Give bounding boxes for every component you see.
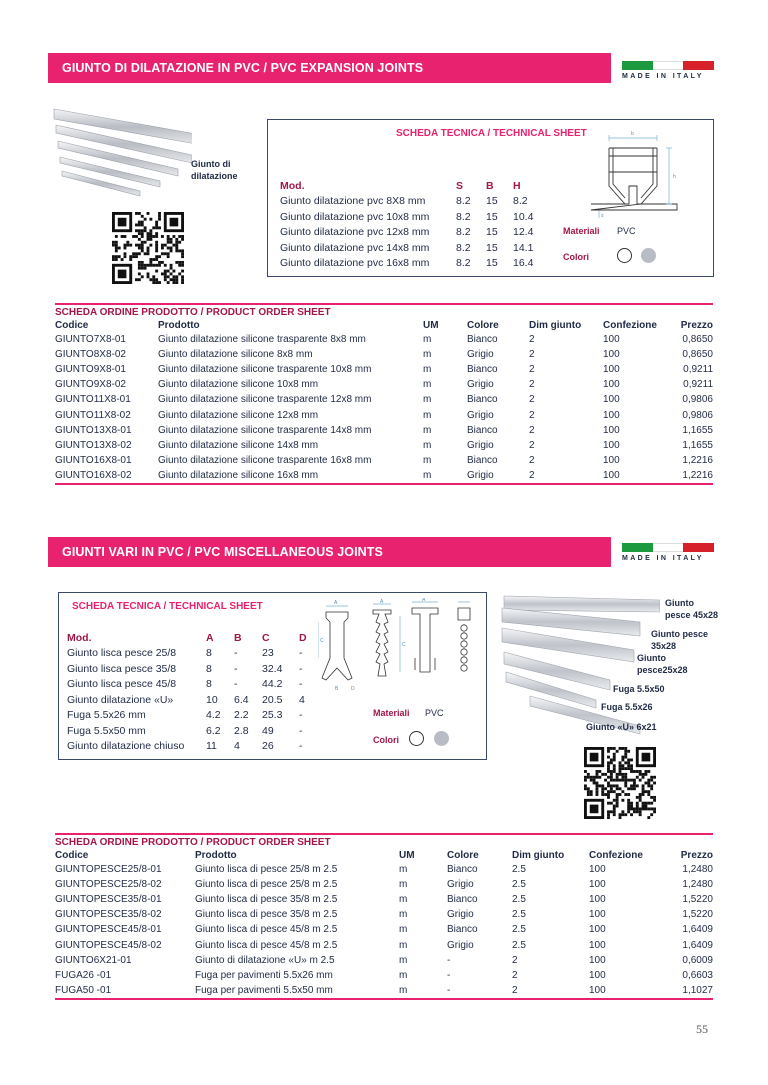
- order-cell: m: [399, 969, 408, 981]
- order-cell: m: [423, 409, 432, 421]
- order-cell: Giunto dilatazione silicone 8x8 mm: [158, 349, 313, 361]
- order-cell: 100: [589, 924, 606, 936]
- section1-materials-label: Materiali: [563, 226, 600, 236]
- order-header-color: Colore: [447, 849, 479, 861]
- spec-cell: -: [234, 662, 238, 675]
- order-cell: m: [423, 334, 432, 346]
- order-cell: m: [423, 379, 432, 391]
- order-cell: m: [399, 939, 408, 951]
- order-cell: GIUNTO8X8-02: [55, 349, 126, 361]
- spec-header-mod: Mod.: [280, 179, 305, 192]
- order-cell: 0,9211: [683, 364, 713, 376]
- order-cell: 100: [603, 469, 620, 481]
- diagram-label-s: s: [601, 213, 604, 218]
- order-cell: Bianco: [467, 364, 498, 376]
- spec-cell: 4.2: [206, 709, 221, 722]
- spec-cell: 10: [206, 693, 218, 706]
- order-header-um: UM: [423, 319, 439, 331]
- spec-header-b: B: [486, 179, 494, 192]
- spec-cell: 14.1: [513, 241, 534, 254]
- order-cell: m: [399, 924, 408, 936]
- spec-cell: 8: [206, 647, 212, 660]
- spec-cell: Giunto lisca pesce 45/8: [67, 678, 177, 691]
- color-swatch-grey[interactable]: [641, 248, 656, 263]
- order-cell: m: [423, 394, 432, 406]
- spec-cell: 15: [486, 241, 498, 254]
- spec-cell: Giunto dilatazione pvc 10x8 mm: [280, 210, 430, 223]
- order-cell: 100: [603, 394, 620, 406]
- order-cell: 2.5: [512, 894, 526, 906]
- spec-row: [67, 723, 319, 739]
- order-row: [55, 922, 713, 937]
- photo-caption-fuga50: Fuga 5.5x50: [613, 684, 665, 694]
- order-cell: 0,9806: [682, 394, 713, 406]
- spec-cell: Giunto lisca pesce 25/8: [67, 647, 177, 660]
- section2-tech-title: SCHEDA TECNICA / TECHNICAL SHEET: [72, 601, 263, 612]
- spec-cell: 8.2: [513, 195, 528, 208]
- order-cell: 100: [603, 409, 620, 421]
- spec-cell: Fuga 5.5x50 mm: [67, 724, 146, 737]
- spec-row: [67, 739, 319, 755]
- spec-cell: 15: [486, 226, 498, 239]
- diagram-label-b: B: [335, 686, 339, 692]
- order-cell: Giunto lisca di pesce 25/8 m 2.5: [195, 864, 338, 876]
- spec-cell: -: [299, 662, 303, 675]
- made-in-italy-label: MADE IN ITALY: [622, 73, 704, 80]
- spec-cell: 8: [206, 678, 212, 691]
- order-cell: Giunto lisca di pesce 35/8 m 2.5: [195, 894, 338, 906]
- misc-joints-photo: [500, 592, 660, 742]
- order-cell: 2.5: [512, 939, 526, 951]
- section1-tech-title: SCHEDA TECNICA / TECHNICAL SHEET: [396, 128, 587, 139]
- order-cell: 1,6409: [682, 924, 713, 936]
- diagram-label-b: b: [631, 131, 634, 137]
- order-row: [55, 347, 713, 362]
- order-cell: 2: [529, 439, 535, 451]
- order-cell: Giunto dilatazione silicone trasparente 16x8 mm: [158, 454, 372, 466]
- order-row: [55, 877, 713, 892]
- spec-row: [280, 194, 543, 210]
- order-cell: 1,2216: [682, 469, 713, 481]
- order-cell: 100: [603, 424, 620, 436]
- diagram-label-h: h: [673, 174, 676, 180]
- order-cell: FUGA26 -01: [55, 969, 112, 981]
- order-cell: 100: [589, 879, 606, 891]
- order-cell: m: [423, 424, 432, 436]
- order-cell: 1,2216: [682, 454, 713, 466]
- order-row: [55, 362, 713, 377]
- order-cell: 100: [589, 939, 606, 951]
- color-swatch-white[interactable]: [617, 248, 632, 263]
- order-cell: Bianco: [467, 454, 498, 466]
- order-cell: Grigio: [467, 469, 494, 481]
- diagram-label-c: C: [402, 642, 406, 648]
- order-header-color: Colore: [467, 319, 499, 331]
- order-cell: GIUNTOPESCE45/8-01: [55, 924, 162, 936]
- spec-cell: Giunto dilatazione pvc 14x8 mm: [280, 241, 430, 254]
- order-cell: Giunto dilatazione silicone trasparente 10x8 mm: [158, 364, 372, 376]
- order-cell: 100: [603, 454, 620, 466]
- order-cell: m: [399, 984, 408, 996]
- order-header-pack: Confezione: [589, 849, 643, 861]
- order-cell: GIUNTO16X8-02: [55, 469, 132, 481]
- section1-spec-table: [280, 178, 543, 271]
- order-cell: 2: [529, 379, 535, 391]
- order-cell: GIUNTOPESCE25/8-02: [55, 879, 162, 891]
- order-cell: 100: [603, 379, 620, 391]
- section1-order-title: SCHEDA ORDINE PRODOTTO / PRODUCT ORDER SHEET: [55, 303, 713, 318]
- order-cell: Giunto di dilatazione «U» m 2.5: [195, 954, 335, 966]
- order-cell: 0,6603: [682, 969, 713, 981]
- order-cell: 2: [512, 969, 518, 981]
- order-row: [55, 968, 713, 983]
- diagram-label-c: C: [320, 638, 324, 644]
- order-cell: Giunto dilatazione silicone 10x8 mm: [158, 379, 319, 391]
- spec-cell: Fuga 5.5x26 mm: [67, 709, 146, 722]
- spec-row: [280, 240, 543, 256]
- order-cell: -: [447, 969, 451, 981]
- spec-header-d: D: [299, 631, 307, 644]
- order-cell: Bianco: [447, 864, 478, 876]
- spec-cell: Giunto dilatazione «U»: [67, 693, 174, 706]
- order-header-pack: Confezione: [603, 319, 657, 331]
- order-cell: m: [423, 454, 432, 466]
- spec-row: [280, 209, 543, 225]
- order-cell: 2.5: [512, 924, 526, 936]
- diagram-label-a: A: [422, 598, 426, 603]
- spec-header-h: H: [513, 179, 521, 192]
- order-cell: Grigio: [447, 909, 474, 921]
- section2-materials-value: PVC: [425, 708, 444, 718]
- diagram-label-a: A: [380, 599, 384, 605]
- spec-cell: 8.2: [456, 210, 471, 223]
- spec-cell: Giunto dilatazione pvc 8X8 mm: [280, 195, 426, 208]
- order-cell: 2: [529, 349, 535, 361]
- order-row: [55, 332, 713, 347]
- spec-cell: 15: [486, 195, 498, 208]
- order-cell: -: [447, 984, 451, 996]
- order-row: [55, 438, 713, 453]
- order-cell: Grigio: [447, 879, 474, 891]
- order-cell: Fuga per pavimenti 5.5x26 mm: [195, 969, 333, 981]
- spec-cell: 8.2: [456, 257, 471, 270]
- order-cell: Giunto dilatazione silicone trasparente 8x8 mm: [158, 334, 366, 346]
- diagram-label-d: D: [351, 686, 355, 692]
- order-cell: 100: [589, 984, 606, 996]
- photo-caption-pesce25: Giunto pesce25x28: [637, 653, 688, 675]
- order-cell: m: [399, 864, 408, 876]
- order-cell: 100: [603, 364, 620, 376]
- order-cell: FUGA50 -01: [55, 984, 112, 996]
- order-cell: GIUNTO7X8-01: [55, 334, 126, 346]
- order-cell: GIUNTO6X21-01: [55, 954, 132, 966]
- section2-colors-label: Colori: [373, 735, 399, 745]
- spec-cell: -: [299, 724, 303, 737]
- spec-row: [67, 708, 319, 724]
- order-cell: m: [399, 909, 408, 921]
- order-cell: m: [423, 469, 432, 481]
- spec-cell: 26: [262, 740, 274, 753]
- order-header-price: Prezzo: [680, 849, 713, 861]
- order-cell: Giunto dilatazione silicone trasparente 12x8 mm: [158, 394, 372, 406]
- order-cell: m: [399, 879, 408, 891]
- order-row: [55, 423, 713, 438]
- diagram-label-a: A: [334, 600, 338, 606]
- order-cell: 2: [529, 469, 535, 481]
- order-cell: Giunto lisca di pesce 45/8 m 2.5: [195, 939, 338, 951]
- order-row: [55, 453, 713, 468]
- order-cell: 2: [529, 409, 535, 421]
- spec-cell: 16.4: [513, 257, 534, 270]
- order-cell: 1,5220: [682, 909, 713, 921]
- photo-caption-pesce45: Giunto pesce 45x28: [665, 598, 719, 620]
- order-cell: GIUNTOPESCE25/8-01: [55, 864, 162, 876]
- order-cell: 0,8650: [682, 349, 713, 361]
- order-header-product: Prodotto: [158, 319, 200, 331]
- order-cell: 2: [529, 334, 535, 346]
- order-cell: 1,6409: [682, 939, 713, 951]
- spec-cell: 6.4: [234, 693, 249, 706]
- order-cell: Grigio: [467, 439, 494, 451]
- order-cell: GIUNTOPESCE35/8-01: [55, 894, 162, 906]
- order-row: [55, 953, 713, 968]
- order-cell: Giunto dilatazione silicone 12x8 mm: [158, 409, 319, 421]
- spec-cell: Giunto dilatazione pvc 16x8 mm: [280, 257, 430, 270]
- order-cell: 0,6009: [682, 954, 713, 966]
- spec-cell: 8.2: [456, 241, 471, 254]
- order-cell: Grigio: [467, 349, 494, 361]
- expansion-joint-photo: [52, 105, 192, 197]
- spec-row: [67, 646, 319, 662]
- order-row: [55, 892, 713, 907]
- order-cell: 1,2480: [682, 864, 713, 876]
- spec-cell: 25.3: [262, 709, 283, 722]
- order-cell: m: [423, 364, 432, 376]
- order-cell: GIUNTO9X8-01: [55, 364, 126, 376]
- section2-order-title: SCHEDA ORDINE PRODOTTO / PRODUCT ORDER SHEET: [55, 833, 713, 848]
- spec-cell: Giunto lisca pesce 35/8: [67, 662, 177, 675]
- order-cell: 2: [529, 424, 535, 436]
- spec-cell: 44.2: [262, 678, 283, 691]
- order-cell: GIUNTO13X8-01: [55, 424, 132, 436]
- spec-row: [280, 256, 543, 272]
- order-cell: m: [399, 954, 408, 966]
- order-row: [55, 468, 713, 483]
- spec-header-b: B: [234, 631, 242, 644]
- order-cell: Giunto dilatazione silicone 16x8 mm: [158, 469, 319, 481]
- order-cell: 1,1655: [682, 439, 713, 451]
- photo-caption-fuga26: Fuga 5.5x26: [601, 702, 653, 712]
- spec-cell: 12.4: [513, 226, 534, 239]
- order-cell: m: [399, 894, 408, 906]
- order-cell: -: [447, 954, 451, 966]
- color-swatch-grey[interactable]: [434, 731, 449, 746]
- photo-caption-giunto-u: Giunto «U» 6x21: [586, 722, 657, 732]
- spec-cell: 23: [262, 647, 274, 660]
- order-header-um: UM: [399, 849, 415, 861]
- order-cell: GIUNTO11X8-02: [55, 409, 131, 421]
- order-cell: 2: [512, 954, 518, 966]
- order-header-dim: Dim giunto: [529, 319, 582, 331]
- spec-row: [67, 692, 319, 708]
- spec-cell: -: [299, 647, 303, 660]
- qr-code[interactable]: [584, 747, 656, 819]
- order-cell: 100: [603, 439, 620, 451]
- section2-banner: GIUNTI VARI IN PVC / PVC MISCELLANEOUS JOINTS: [48, 537, 611, 567]
- order-cell: Giunto dilatazione silicone trasparente 14x8 mm: [158, 424, 372, 436]
- spec-cell: 20.5: [262, 693, 283, 706]
- spec-cell: 4: [234, 740, 240, 753]
- qr-code[interactable]: [112, 212, 184, 284]
- made-in-italy-flag: [622, 543, 714, 562]
- section1-materials-value: PVC: [617, 226, 636, 236]
- order-cell: 0,9806: [682, 409, 713, 421]
- order-cell: 100: [589, 864, 606, 876]
- order-header-code: Codice: [55, 849, 89, 861]
- spec-cell: 15: [486, 257, 498, 270]
- made-in-italy-flag: [622, 61, 714, 80]
- spec-header-mod: Mod.: [67, 631, 92, 644]
- order-cell: Fuga per pavimenti 5.5x50 mm: [195, 984, 333, 996]
- spec-cell: 8.2: [456, 195, 471, 208]
- spec-cell: 8.2: [456, 226, 471, 239]
- photo-caption-pesce35: Giunto pesce 35x28: [651, 629, 709, 651]
- spec-cell: 8: [206, 662, 212, 675]
- order-row: [55, 937, 713, 952]
- section1-photo-caption: Giunto di dilatazione: [191, 159, 238, 181]
- section1-colors-label: Colori: [563, 252, 589, 262]
- order-cell: m: [423, 439, 432, 451]
- order-row: [55, 862, 713, 877]
- order-cell: GIUNTO16X8-01: [55, 454, 132, 466]
- spec-cell: -: [299, 678, 303, 691]
- order-cell: 1,1655: [682, 424, 713, 436]
- order-row: [55, 983, 713, 998]
- order-header-dim: Dim giunto: [512, 849, 565, 861]
- section2-technical-drawing: [318, 598, 483, 702]
- order-header-price: Prezzo: [680, 319, 713, 331]
- spec-cell: 4: [299, 693, 305, 706]
- spec-cell: 2.8: [234, 724, 249, 737]
- order-cell: Grigio: [447, 939, 474, 951]
- order-cell: Bianco: [447, 924, 478, 936]
- section2-spec-table: [67, 630, 319, 754]
- spec-cell: 32.4: [262, 662, 283, 675]
- order-cell: GIUNTO11X8-01: [55, 394, 131, 406]
- order-cell: GIUNTO13X8-02: [55, 439, 132, 451]
- spec-row: [280, 225, 543, 241]
- spec-cell: 11: [206, 740, 217, 753]
- order-cell: 1,5220: [682, 894, 713, 906]
- order-cell: 100: [603, 334, 620, 346]
- order-cell: GIUNTO9X8-02: [55, 379, 126, 391]
- made-in-italy-label: MADE IN ITALY: [622, 555, 704, 562]
- order-cell: 2.5: [512, 864, 526, 876]
- spec-cell: 15: [486, 210, 498, 223]
- spec-header-c: C: [262, 631, 270, 644]
- color-swatch-white[interactable]: [409, 731, 424, 746]
- section1-banner: GIUNTO DI DILATAZIONE IN PVC / PVC EXPANSION JOINTS: [48, 53, 611, 83]
- order-cell: 100: [589, 969, 606, 981]
- order-cell: Giunto dilatazione silicone 14x8 mm: [158, 439, 319, 451]
- order-header-product: Prodotto: [195, 849, 237, 861]
- section2-materials-label: Materiali: [373, 708, 410, 718]
- order-cell: 2.5: [512, 879, 526, 891]
- order-cell: Bianco: [467, 394, 498, 406]
- order-cell: 0,9211: [683, 379, 713, 391]
- spec-row: [67, 661, 319, 677]
- order-cell: Giunto lisca di pesce 35/8 m 2.5: [195, 909, 338, 921]
- order-row: [55, 377, 713, 392]
- order-row: [55, 907, 713, 922]
- spec-cell: Giunto dilatazione pvc 12x8 mm: [280, 226, 430, 239]
- section2-order-sheet: [55, 833, 713, 1000]
- spec-cell: 6.2: [206, 724, 221, 737]
- order-cell: 2: [529, 454, 535, 466]
- order-cell: Grigio: [467, 409, 494, 421]
- order-cell: 1,1027: [682, 984, 713, 996]
- section1-order-sheet: [55, 303, 713, 485]
- order-cell: 2: [529, 364, 535, 376]
- order-cell: 100: [603, 349, 620, 361]
- order-cell: 0,8650: [682, 334, 713, 346]
- spec-cell: Giunto dilatazione chiuso: [67, 740, 185, 753]
- spec-cell: -: [299, 740, 303, 753]
- spec-header-s: S: [456, 179, 464, 192]
- order-cell: m: [423, 349, 432, 361]
- order-cell: 2.5: [512, 909, 526, 921]
- order-header-code: Codice: [55, 319, 89, 331]
- page-number: 55: [696, 1022, 708, 1036]
- order-cell: Giunto lisca di pesce 45/8 m 2.5: [195, 924, 338, 936]
- order-row: [55, 392, 713, 407]
- spec-row: [67, 677, 319, 693]
- order-cell: GIUNTOPESCE45/8-02: [55, 939, 162, 951]
- spec-cell: 10.4: [513, 210, 534, 223]
- order-cell: Giunto lisca di pesce 25/8 m 2.5: [195, 879, 338, 891]
- order-row: [55, 407, 713, 422]
- order-cell: Grigio: [467, 379, 494, 391]
- spec-cell: -: [299, 709, 303, 722]
- order-cell: Bianco: [467, 424, 498, 436]
- order-cell: 100: [589, 894, 606, 906]
- order-cell: Bianco: [447, 894, 478, 906]
- spec-header-a: A: [206, 631, 214, 644]
- order-cell: 100: [589, 954, 606, 966]
- order-cell: 100: [589, 909, 606, 921]
- order-cell: 2: [529, 394, 535, 406]
- order-cell: 1,2480: [682, 879, 713, 891]
- spec-cell: 49: [262, 724, 274, 737]
- order-cell: 2: [512, 984, 518, 996]
- spec-cell: -: [234, 647, 238, 660]
- spec-cell: -: [234, 678, 238, 691]
- order-cell: GIUNTOPESCE35/8-02: [55, 909, 162, 921]
- order-cell: Bianco: [467, 334, 498, 346]
- spec-cell: 2.2: [234, 709, 249, 722]
- section1-technical-drawing: [585, 126, 685, 218]
